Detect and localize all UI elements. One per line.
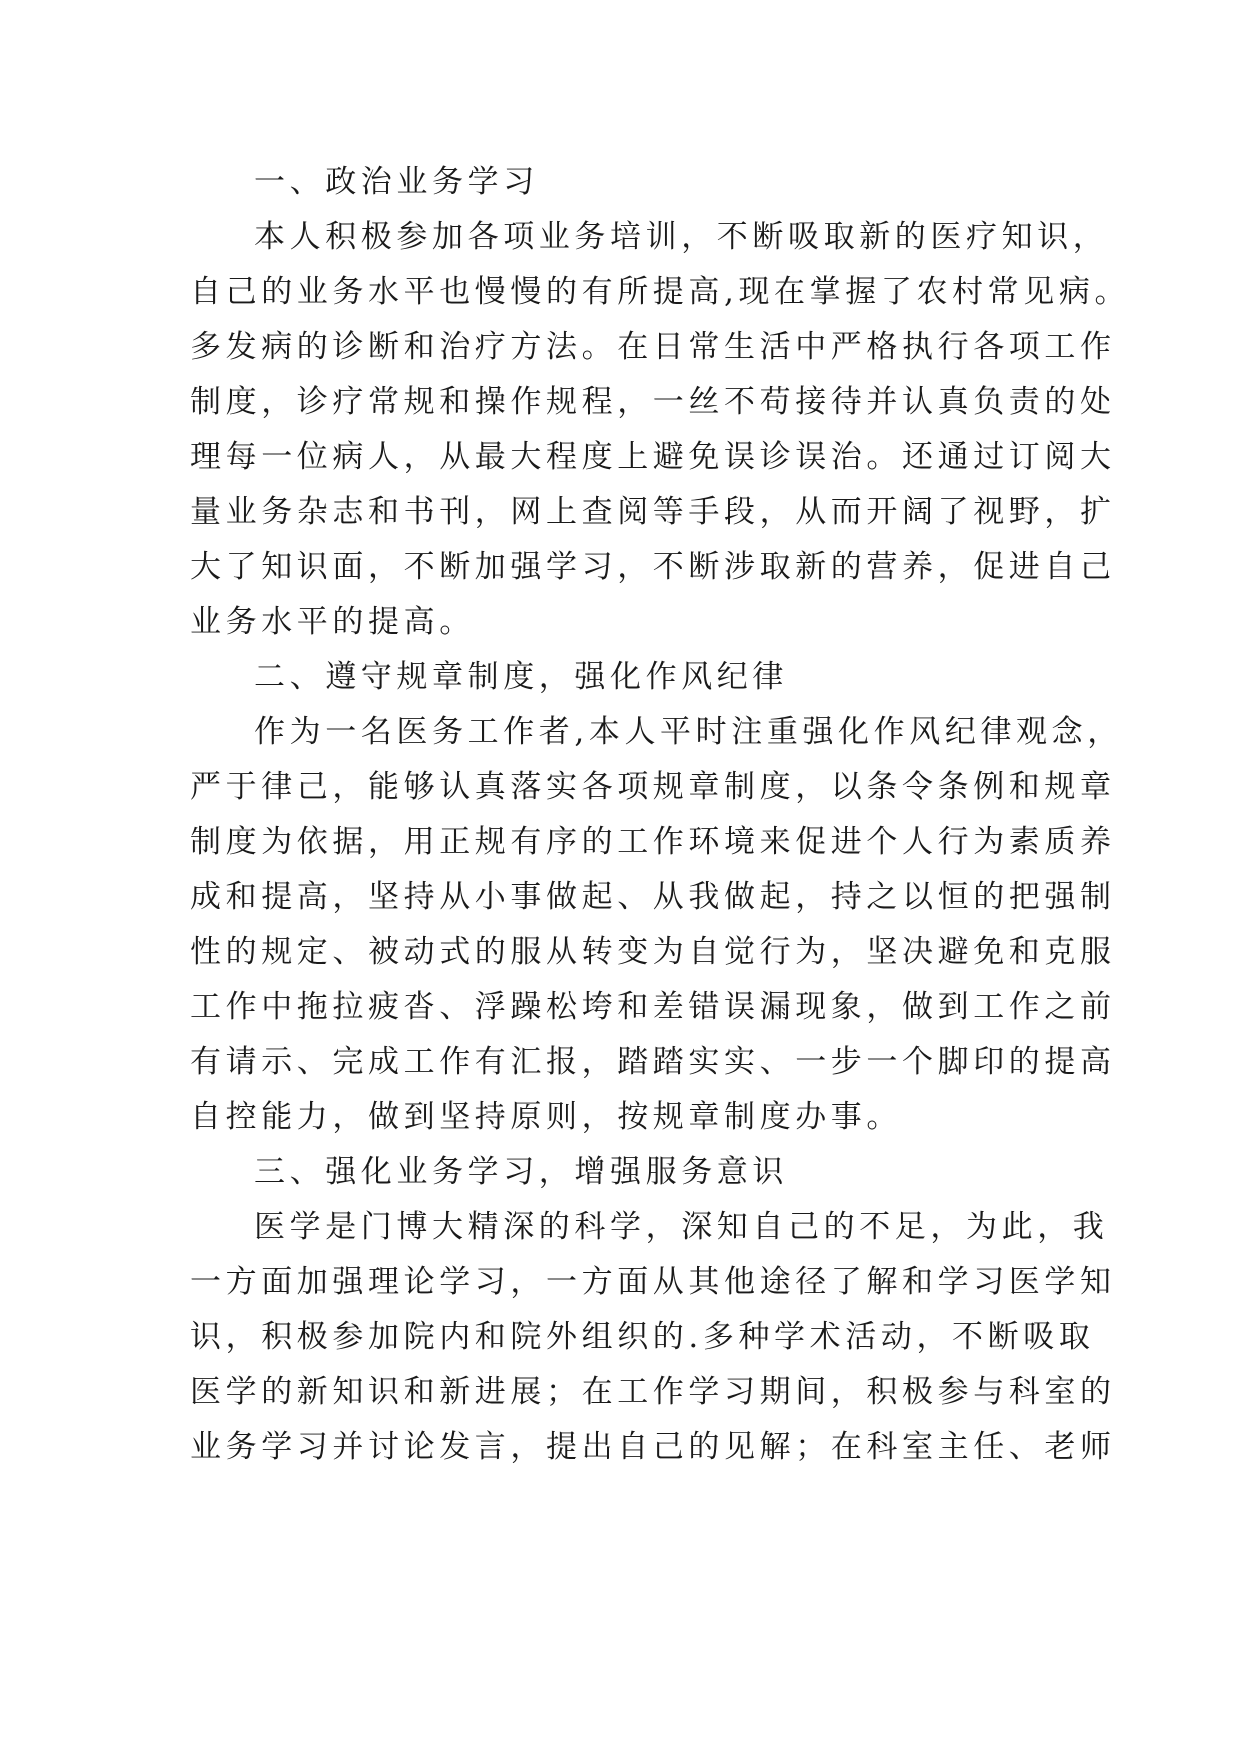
paragraph-line: 理每一位病人，从最大程度上避免误诊误治。还通过订阅大 bbox=[190, 439, 1116, 475]
paragraph-line: 量业务杂志和书刊，网上查阅等手段，从而开阔了视野，扩 bbox=[190, 494, 1116, 530]
paragraph-line: 有请示、完成工作有汇报，踏踏实实、一步一个脚印的提高 bbox=[190, 1044, 1116, 1080]
paragraph-line: 性的规定、被动式的服从转变为自觉行为，坚决避免和克服 bbox=[190, 934, 1116, 970]
paragraph-line: 自控能力，做到坚持原则，按规章制度办事。 bbox=[190, 1099, 902, 1135]
paragraph-line: 医学的新知识和新进展；在工作学习期间，积极参与科室的 bbox=[190, 1374, 1116, 1410]
paragraph-line: 作为一名医务工作者,本人平时注重强化作风纪律观念， bbox=[254, 714, 1123, 750]
paragraph-line: 成和提高，坚持从小事做起、从我做起，持之以恒的把强制 bbox=[190, 879, 1116, 915]
section-heading-2: 二、遵守规章制度，强化作风纪律 bbox=[254, 659, 788, 695]
paragraph-line: 本人积极参加各项业务培训，不断吸取新的医疗知识， bbox=[254, 219, 1109, 255]
paragraph-line: 医学是门博大精深的科学，深知自己的不足，为此，我 bbox=[254, 1209, 1109, 1245]
paragraph-line: 业务水平的提高。 bbox=[190, 604, 475, 640]
section-heading-1: 一、政治业务学习 bbox=[254, 164, 539, 200]
paragraph-line: 制度为依据，用正规有序的工作环境来促进个人行为素质养 bbox=[190, 824, 1116, 860]
paragraph-line: 工作中拖拉疲沓、浮躁松垮和差错误漏现象，做到工作之前 bbox=[190, 989, 1116, 1025]
paragraph-line: 业务学习并讨论发言，提出自己的见解；在科室主任、老师 bbox=[190, 1429, 1116, 1465]
paragraph-line: 自己的业务水平也慢慢的有所提高,现在掌握了农村常见病。 bbox=[190, 274, 1131, 310]
document-body bbox=[190, 155, 1131, 1475]
paragraph-line: 大了知识面，不断加强学习，不断涉取新的营养，促进自己 bbox=[190, 549, 1116, 585]
paragraph-line: 多发病的诊断和治疗方法。在日常生活中严格执行各项工作 bbox=[190, 329, 1116, 365]
paragraph-line: 识，积极参加院内和院外组织的.多种学术活动，不断吸取 bbox=[190, 1319, 1095, 1355]
paragraph-line: 制度，诊疗常规和操作规程，一丝不苟接待并认真负责的处 bbox=[190, 384, 1116, 420]
section-heading-3: 三、强化业务学习，增强服务意识 bbox=[254, 1154, 788, 1190]
paragraph-line: 一方面加强理论学习，一方面从其他途径了解和学习医学知 bbox=[190, 1264, 1116, 1300]
paragraph-line: 严于律己，能够认真落实各项规章制度，以条令条例和规章 bbox=[190, 769, 1116, 805]
